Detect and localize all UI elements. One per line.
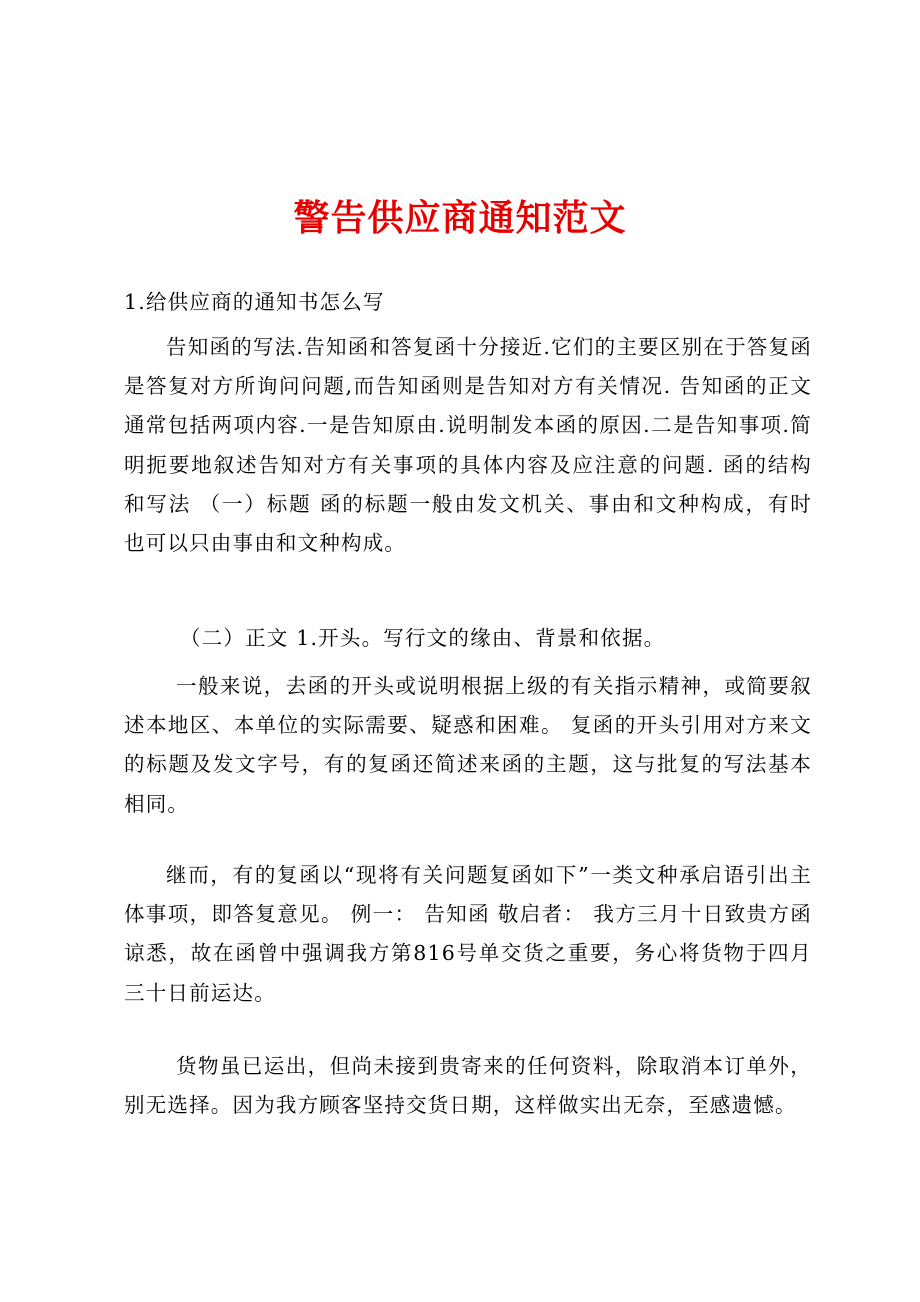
document-title: 警告供应商通知范文: [293, 197, 627, 239]
paragraph-4: 继而，有的复函以“现将有关问题复函如下”一类文种承启语引出主体事项，即答复意见。 例一： 告知函 敬启者： 我方三月十日致贵方函谅悉，故在函曾中强调我方第816号单交货之重要，务心将货物于四月三十日前运达。: [124, 863, 812, 1005]
section-heading: 1.给供应商的通知书怎么写: [124, 290, 385, 314]
paragraph-1: 告知函的写法.告知函和答复函十分接近.它们的主要区别在于答复函是答复对方所询问问题,而告知函则是告知对方有关情况. 告知函的正文通常包括两项内容.一是告知原由.说明制发本函的原因.二是告知事项.简明扼要地叙述告知对方有关事项的具体内容及应注意的问题. 函的结构和写法 （一）标题 函的标题一般由发文机关、事由和文种构成，有时也可以只由事由和文种构成。: [124, 335, 812, 556]
paragraph-2: （二）正文 1.开头。写行文的缘由、背景和依据。: [180, 626, 666, 650]
paragraph-5: 货物虽已运出，但尚未接到贵寄来的任何资料，除取消本订单外，别无选择。因为我方顾客坚持交货日期，这样做实出无奈，至感遗憾。: [124, 1054, 812, 1118]
paragraph-3: 一般来说，去函的开头或说明根据上级的有关指示精神，或简要叙述本地区、本单位的实际需要、疑惑和困难。 复函的开头引用对方来文的标题及发文字号，有的复函还简述来函的主题，这与批复的写法基本相同。: [124, 674, 812, 816]
